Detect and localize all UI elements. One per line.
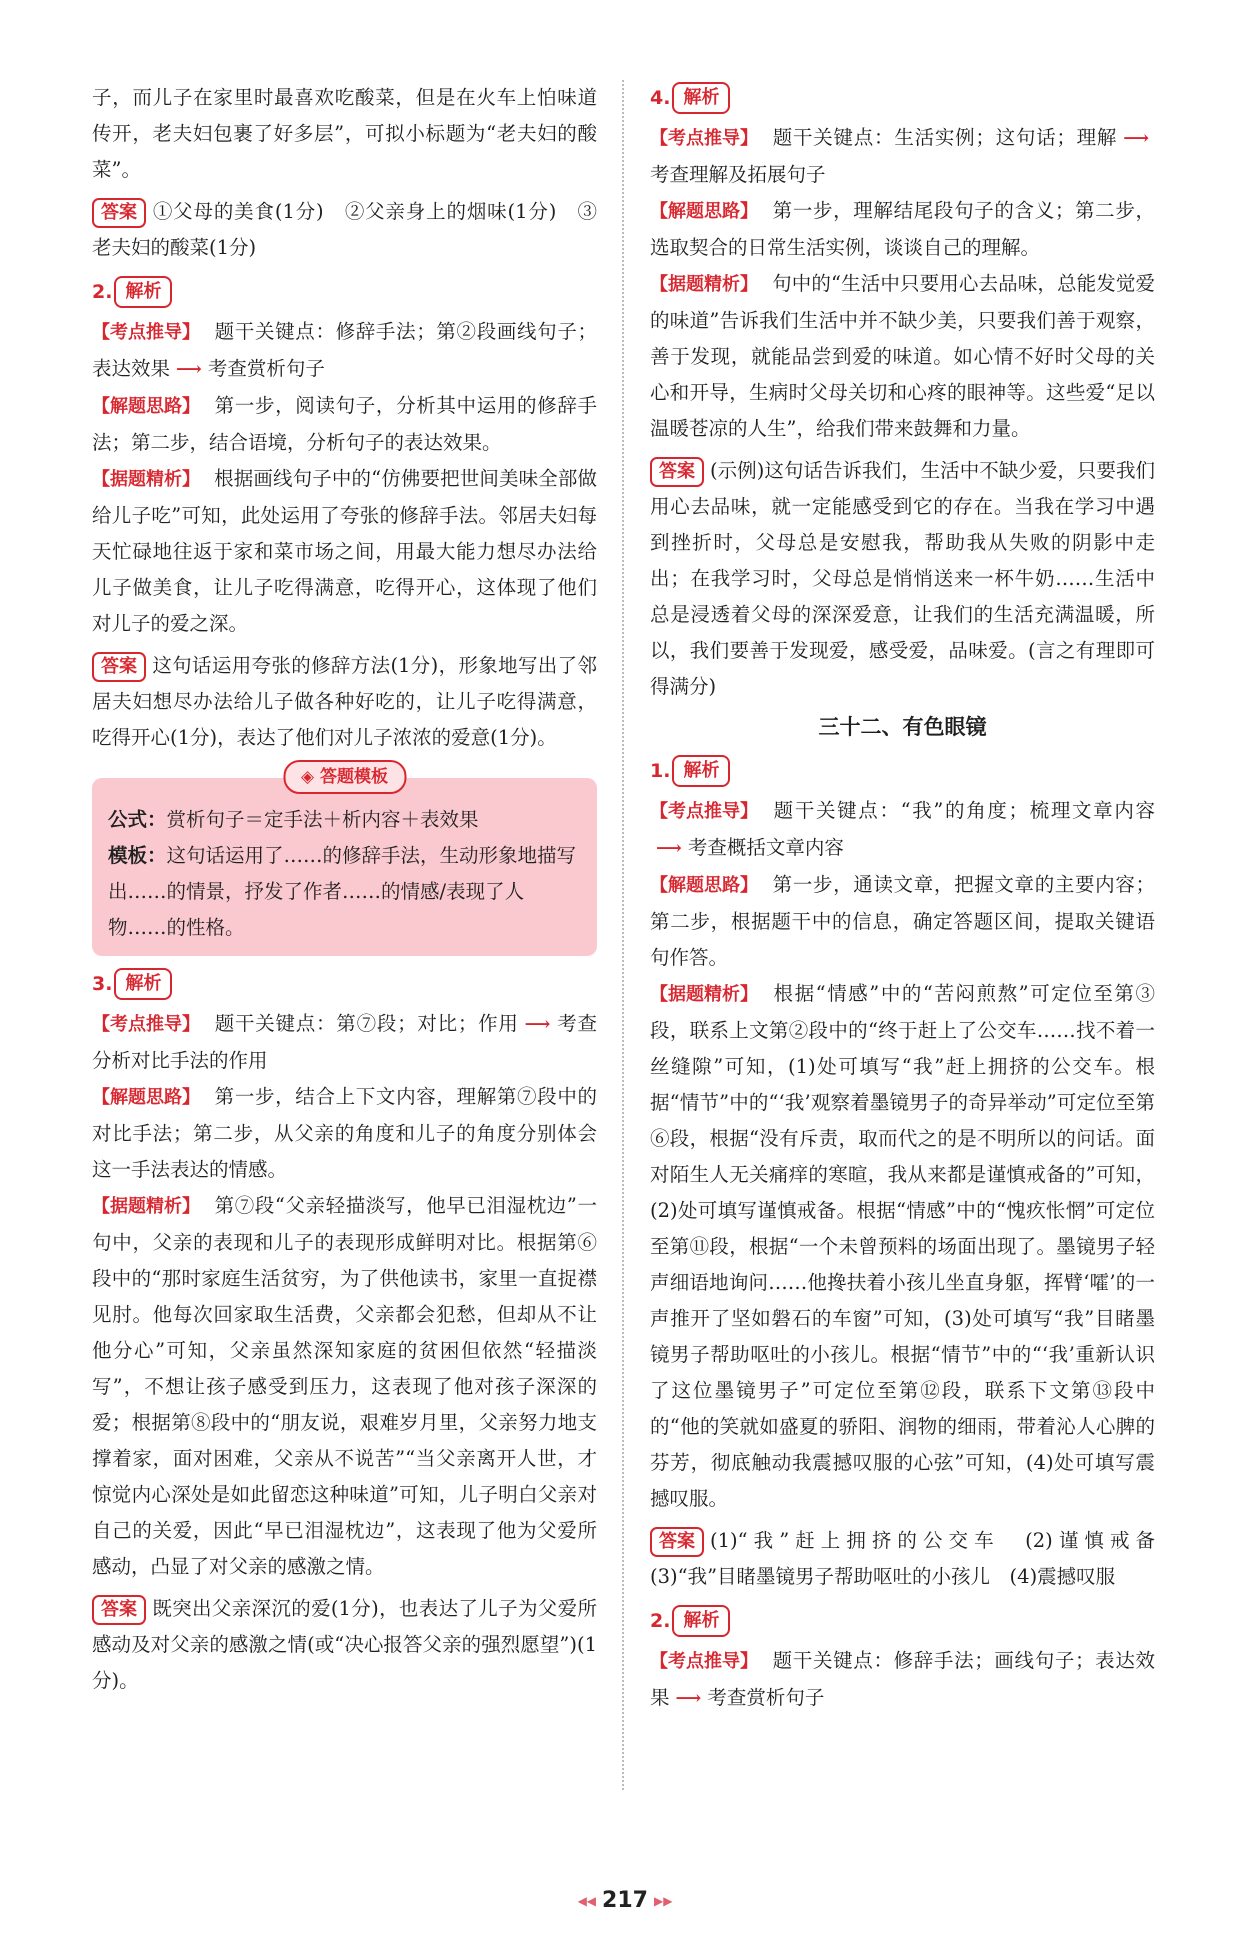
q3-header: 3. 解析 [92,966,597,1002]
q3-jieti: 【解题思路】 第一步，结合上下文内容，理解第⑦段中的对比手法；第二步，从父亲的角度和儿子的角度分别体会这一手法表达的情感。 [92,1085,597,1181]
arrow-icon: ⟶ [524,1014,551,1035]
jiexi-label: 解析 [114,276,172,308]
section-title: 三十二、有色眼镜 [818,714,987,739]
s1-jieti: 【解题思路】 第一步，通读文章，把握文章的主要内容；第二步，根据题干中的信息，确定答题区间，提取关键语句作答。 [650,873,1155,969]
prev-page-icon: ◀◀ [577,1894,597,1908]
q2-kaodian: 【考点推导】 题干关键点：修辞手法；第②段画线句子；表达效果 ⟶ 考查赏析句子 [92,320,597,380]
intro-text: 子，而儿子在家里时最喜欢吃酸菜，但是在火车上怕味道传开，老夫妇包裹了好多层”，可拟小标题为“老夫妇的酸菜”。 [92,86,597,181]
next-page-icon: ▶▶ [653,1894,673,1908]
left-column [92,80,597,1699]
template-text: 模板：这句话运用了……的修辞手法，生动形象地描写出……的情景，抒发了作者……的情感/表现了人物……的性格。 [108,844,577,939]
q2-jieti: 【解题思路】 第一步，阅读句子，分析其中运用的修辞手法；第二步，结合语境，分析句子的表达效果。 [92,394,597,454]
q2-jingxi: 【据题精析】 根据画线句子中的“仿佛要把世间美味全部做给儿子吃”可知，此处运用了夸张的修辞手法。邻居夫妇每天忙碌地往返于家和菜市场之间，用最大能力想尽办法给儿子做美食，让儿子吃得满意，吃得开心，这体现了他们对儿子的爱之深。 [92,467,597,635]
q2-header: 2. 解析 [92,274,597,310]
q4-jingxi: 【据题精析】 句中的“生活中只要用心去品味，总能发觉爱的味道”告诉我们生活中并不缺少美，只要我们善于观察，善于发现，就能品尝到爱的味道。如心情不好时父母的关心和开导，生病时父母关切和心疼的眼神等。这些爱“足以温暖苍凉的人生”，给我们带来鼓舞和力量。 [650,272,1155,440]
column-divider [622,80,624,1790]
arrow-icon: ⟶ [176,359,202,380]
s1-header: 1. 解析 [650,753,1155,789]
q4-header: 4. 解析 [650,80,1155,116]
intro-answer: 答案 ①父母的美食(1分) ②父亲身上的烟味(1分) ③老夫妇的酸菜(1分) [92,200,597,259]
answer-template-box [92,767,597,956]
s2-kaodian: 【考点推导】 题干关键点：修辞手法；画线句子；表达效果 ⟶ 考查赏析句子 [650,1649,1155,1709]
s2-header: 2. 解析 [650,1603,1155,1639]
q3-jingxi: 【据题精析】 第⑦段“父亲轻描淡写，他早已泪湿枕边”一句中，父亲的表现和儿子的表现形成鲜明对比。根据第⑥段中的“那时家庭生活贫穷，为了供他读书，家里一直捉襟见肘。他每次回家取生活费，父亲都会犯愁，但却从不让他分心”可知，父亲虽然深知家庭的贫困但依然“轻描淡写”，不想让孩子感受到压力，这表现了他对孩子深深的爱；根据第⑧段中的“朋友说，艰难岁月里，父亲努力地支撑着家，面对困难，父亲从不说苦”“当父亲离开人世，才惊觉内心深处是如此留恋这种味道”可知，儿子明白父亲对自己的关爱，因此“早已泪湿枕边”，这表现了他为父爱所感动，凸显了对父亲的感激之情。 [92,1194,597,1578]
s1-kaodian: 【考点推导】 题干关键点：“我”的角度；梳理文章内容⟶ 考查概括文章内容 [650,799,1155,859]
arrow-icon: ⟶ [675,1688,702,1709]
s1-jingxi: 【据题精析】 根据“情感”中的“苦闷煎熬”可定位至第③段，联系上文第②段中的“终于赶上了公交车……找不着一丝缝隙”可知，(1)处可填写“我”赶上拥挤的公交车。根据“情节”中的“‘我’观察着墨镜男子的奇异举动”可定位至第⑥段，根据“没有斥责，取而代之的是不明所以的问话。面对陌生人无关痛痒的寒暄，我从来都是谨慎戒备的”可知，(2)处可填写谨慎戒备。根据“情感”中的“愧疚怅惘”可定位至第⑪段，根据“一个未曾预料的场面出现了。墨镜男子轻声细语地询问……他搀扶着小孩儿坐直身躯，挥臂‘嚯’的一声推开了坚如磐石的车窗”可知，(3)处可填写“我”目睹墨镜男子帮助呕吐的小孩儿。根据“情节”中的“‘我’重新认识了这位墨镜男子”可定位至第⑫段，联系下文第⑬段中的“他的笑就如盛夏的骄阳、润物的细雨，带着沁人心脾的芬芳，彻底触动我震撼叹服的心弦”可知，(4)处可填写震撼叹服。 [650,982,1155,1510]
answer-label: 答案 [92,198,146,228]
template-title: ◈ 答题模板 [283,760,406,794]
arrow-icon: ⟶ [656,838,682,859]
q3-kaodian: 【考点推导】 题干关键点：第⑦段；对比；作用 ⟶ 考查分析对比手法的作用 [92,1012,597,1072]
page-number: ◀◀ 217 ▶▶ [577,1888,673,1913]
right-column [650,80,1175,1717]
q3-answer: 答案 既突出父亲深沉的爱(1分)，也表达了儿子为父爱所感动及对父亲的感激之情(或“决心报答父亲的强烈愿望”)(1分)。 [92,1597,597,1692]
s1-answer: 答案 (1)“我”赶上拥挤的公交车 (2)谨慎戒备 (3)“我”目睹墨镜男子帮助呕吐的小孩儿 (4)震撼叹服 [650,1529,1175,1588]
q4-answer: 答案 (示例)这句话告诉我们，生活中不缺少爱，只要我们用心去品味，就一定能感受到它的存在。当我在学习中遇到挫折时，父母总是安慰我，帮助我从失败的阴影中走出；在我学习时，父母总是悄悄送来一杯牛奶……生活中总是浸透着父母的深深爱意，让我们的生活充满温暖，所以，我们要善于发现爱，感受爱，品味爱。(言之有理即可得满分) [650,459,1155,698]
q4-jieti: 【解题思路】 第一步，理解结尾段句子的含义；第二步，选取契合的日常生活实例，谈谈自己的理解。 [650,199,1155,259]
q2-answer: 答案 这句话运用夸张的修辞方法(1分)，形象地写出了邻居夫妇想尽办法给儿子做各种好吃的，让儿子吃得满意，吃得开心(1分)，表达了他们对儿子浓浓的爱意(1分)。 [92,654,597,749]
arrow-icon: ⟶ [1123,128,1149,149]
q4-kaodian: 【考点推导】 题干关键点：生活实例；这句话；理解 ⟶考查理解及拓展句子 [650,126,1149,186]
template-formula: 公式：赏析句子＝定手法＋析内容＋表效果 [108,808,479,831]
